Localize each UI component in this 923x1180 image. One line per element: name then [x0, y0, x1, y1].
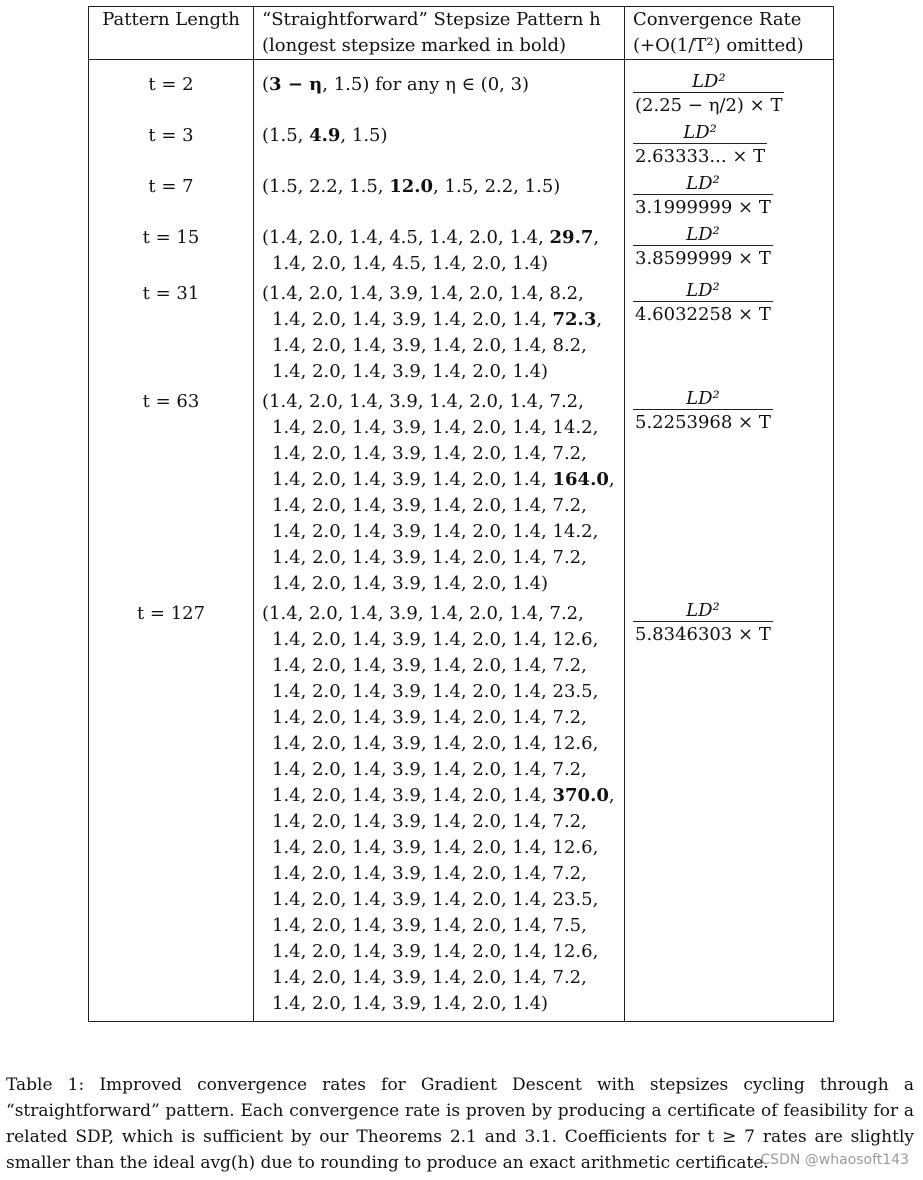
results-table	[88, 6, 834, 1022]
pattern-line: 1.4, 2.0, 1.4, 3.9, 1.4, 2.0, 1.4, 7.2,	[272, 863, 587, 884]
pattern-line: (1.4, 2.0, 1.4, 3.9, 1.4, 2.0, 1.4, 8.2,	[262, 283, 584, 304]
pattern-line: (1.4, 2.0, 1.4, 4.5, 1.4, 2.0, 1.4, 29.7,	[262, 227, 600, 248]
longest-stepsize: 29.7	[549, 227, 594, 248]
pattern-length-cell: t = 31	[89, 281, 254, 389]
rate-fraction	[633, 389, 773, 436]
pattern-length-cell: t = 2	[89, 60, 254, 124]
rate-denominator: 3.8599999 × T	[635, 248, 771, 269]
rate-numerator: LD²	[633, 72, 784, 93]
pattern-length-cell: t = 63	[89, 389, 254, 601]
pattern-line: 1.4, 2.0, 1.4, 3.9, 1.4, 2.0, 1.4)	[272, 573, 549, 594]
convergence-rate-cell	[625, 174, 834, 225]
table-row	[89, 601, 834, 1022]
convergence-rate-cell	[625, 60, 834, 124]
watermark: CSDN @whaosoft143	[760, 1152, 909, 1168]
longest-stepsize: 12.0	[389, 176, 434, 197]
rate-fraction	[633, 174, 773, 221]
convergence-rate-cell	[625, 389, 834, 601]
pattern-line: 1.4, 2.0, 1.4, 3.9, 1.4, 2.0, 1.4, 7.2,	[272, 547, 587, 568]
rate-denominator: 3.1999999 × T	[635, 197, 771, 218]
pattern-length-cell: t = 3	[89, 123, 254, 174]
rate-denominator: 4.6032258 × T	[635, 304, 771, 325]
rate-denominator: 5.2253968 × T	[635, 412, 771, 433]
table-row	[89, 123, 834, 174]
rate-denominator: (2.25 − η/2) × T	[635, 95, 783, 116]
rate-fraction	[633, 281, 773, 328]
stepsize-pattern-cell	[254, 174, 625, 225]
convergence-rate-cell	[625, 225, 834, 281]
pattern-line: 1.4, 2.0, 1.4, 3.9, 1.4, 2.0, 1.4, 12.6,	[272, 733, 599, 754]
stepsize-pattern-cell	[254, 60, 625, 124]
pattern-line: 1.4, 2.0, 1.4, 3.9, 1.4, 2.0, 1.4)	[272, 361, 549, 382]
pattern-line: 1.4, 2.0, 1.4, 3.9, 1.4, 2.0, 1.4, 12.6,	[272, 629, 599, 650]
pattern-line: 1.4, 2.0, 1.4, 3.9, 1.4, 2.0, 1.4, 23.5,	[272, 681, 599, 702]
pattern-line: (3 − η, 1.5) for any η ∈ (0, 3)	[262, 74, 530, 95]
convergence-rate-cell	[625, 601, 834, 1022]
pattern-line: (1.5, 2.2, 1.5, 12.0, 1.5, 2.2, 1.5)	[262, 176, 561, 197]
pattern-line: (1.5, 4.9, 1.5)	[262, 125, 388, 146]
table-row	[89, 225, 834, 281]
pattern-line: 1.4, 2.0, 1.4, 3.9, 1.4, 2.0, 1.4, 23.5,	[272, 889, 599, 910]
rate-numerator: LD²	[633, 601, 773, 622]
pattern-line: 1.4, 2.0, 1.4, 3.9, 1.4, 2.0, 1.4, 14.2,	[272, 521, 599, 542]
convergence-rate-cell	[625, 123, 834, 174]
rate-fraction	[633, 601, 773, 648]
rate-numerator: LD²	[633, 174, 773, 195]
pattern-length-cell: t = 15	[89, 225, 254, 281]
pattern-line: 1.4, 2.0, 1.4, 3.9, 1.4, 2.0, 1.4, 8.2,	[272, 335, 587, 356]
pattern-line: 1.4, 2.0, 1.4, 3.9, 1.4, 2.0, 1.4, 7.5,	[272, 915, 587, 936]
rate-numerator: LD²	[633, 123, 767, 144]
convergence-rate-cell	[625, 281, 834, 389]
header-pattern-length: Pattern Length	[89, 7, 254, 60]
stepsize-pattern-cell	[254, 225, 625, 281]
rate-numerator: LD²	[633, 389, 773, 410]
longest-stepsize: 164.0	[552, 469, 609, 490]
table-row	[89, 281, 834, 389]
rate-fraction	[633, 72, 784, 119]
rate-numerator: LD²	[633, 225, 773, 246]
pattern-line: 1.4, 2.0, 1.4, 3.9, 1.4, 2.0, 1.4, 7.2,	[272, 495, 587, 516]
rate-numerator: LD²	[633, 281, 773, 302]
pattern-line: (1.4, 2.0, 1.4, 3.9, 1.4, 2.0, 1.4, 7.2,	[262, 603, 584, 624]
rate-denominator: 2.63333... × T	[635, 146, 766, 167]
pattern-line: 1.4, 2.0, 1.4, 3.9, 1.4, 2.0, 1.4, 164.0,	[272, 469, 615, 490]
pattern-line: 1.4, 2.0, 1.4, 3.9, 1.4, 2.0, 1.4, 12.6,	[272, 941, 599, 962]
table-header-row	[89, 7, 834, 60]
longest-stepsize: 4.9	[309, 125, 341, 146]
table-body	[89, 60, 834, 1022]
pattern-line: 1.4, 2.0, 1.4, 3.9, 1.4, 2.0, 1.4, 7.2,	[272, 655, 587, 676]
pattern-length-cell: t = 7	[89, 174, 254, 225]
pattern-line: 1.4, 2.0, 1.4, 3.9, 1.4, 2.0, 1.4, 14.2,	[272, 417, 599, 438]
rate-fraction	[633, 225, 773, 272]
longest-stepsize: 3 − η	[269, 74, 323, 95]
stepsize-pattern-cell	[254, 601, 625, 1022]
longest-stepsize: 370.0	[552, 785, 609, 806]
header-stepsize-pattern: “Straightforward” Stepsize Pattern h (longest stepsize marked in bold)	[254, 7, 625, 60]
longest-stepsize: 72.3	[552, 309, 597, 330]
pattern-line: 1.4, 2.0, 1.4, 3.9, 1.4, 2.0, 1.4, 72.3,	[272, 309, 603, 330]
pattern-length-cell: t = 127	[89, 601, 254, 1022]
pattern-line: 1.4, 2.0, 1.4, 3.9, 1.4, 2.0, 1.4, 7.2,	[272, 443, 587, 464]
pattern-line: 1.4, 2.0, 1.4, 3.9, 1.4, 2.0, 1.4, 7.2,	[272, 811, 587, 832]
pattern-line: 1.4, 2.0, 1.4, 3.9, 1.4, 2.0, 1.4, 370.0,	[272, 785, 615, 806]
table-row	[89, 60, 834, 124]
pattern-line: 1.4, 2.0, 1.4, 3.9, 1.4, 2.0, 1.4, 7.2,	[272, 759, 587, 780]
rate-fraction	[633, 123, 767, 170]
table-caption: Table 1: Improved convergence rates for Gradient Descent with stepsizes cycling through a “straightforward” pattern. Each convergence rate is proven by producing a certificate of feasibility for a related SDP, which is sufficient by our Theorems 2.1 and 3.1. Coefficients for t ≥ 7 rates are slightly smaller than the ideal avg(h) due to rounding to produce an exact arithmetic certificate.	[6, 1075, 914, 1173]
pattern-line: 1.4, 2.0, 1.4, 3.9, 1.4, 2.0, 1.4, 12.6,	[272, 837, 599, 858]
table-row	[89, 174, 834, 225]
stepsize-pattern-cell	[254, 123, 625, 174]
pattern-line: (1.4, 2.0, 1.4, 3.9, 1.4, 2.0, 1.4, 7.2,	[262, 391, 584, 412]
rate-denominator: 5.8346303 × T	[635, 624, 771, 645]
header-convergence-rate: Convergence Rate (+O(1/T²) omitted)	[625, 7, 834, 60]
pattern-line: 1.4, 2.0, 1.4, 3.9, 1.4, 2.0, 1.4)	[272, 993, 549, 1014]
pattern-line: 1.4, 2.0, 1.4, 3.9, 1.4, 2.0, 1.4, 7.2,	[272, 707, 587, 728]
table-row	[89, 389, 834, 601]
stepsize-pattern-cell	[254, 389, 625, 601]
pattern-line: 1.4, 2.0, 1.4, 3.9, 1.4, 2.0, 1.4, 7.2,	[272, 967, 587, 988]
pattern-line: 1.4, 2.0, 1.4, 4.5, 1.4, 2.0, 1.4)	[272, 253, 549, 274]
stepsize-pattern-cell	[254, 281, 625, 389]
